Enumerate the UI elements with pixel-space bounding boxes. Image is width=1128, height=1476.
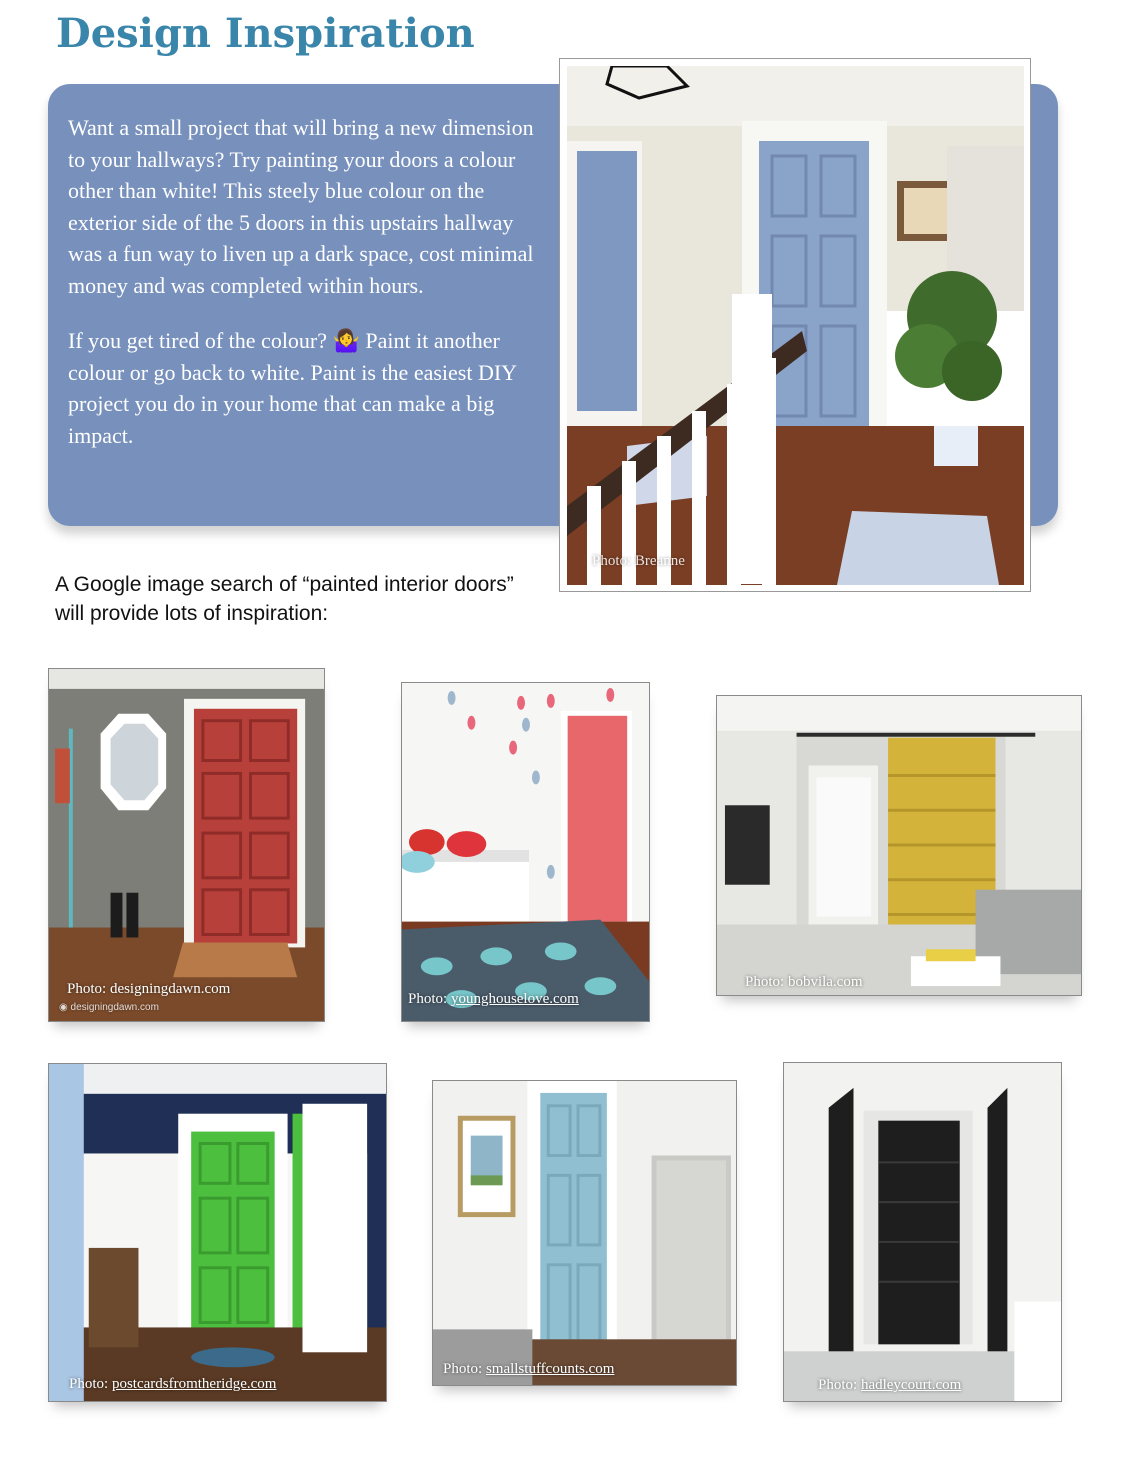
- search-caption: A Google image search of “painted interior doors” will provide lots of inspiration:: [55, 573, 514, 625]
- watermark-text: designingdawn.com: [70, 1002, 159, 1013]
- intro-text: [68, 112, 538, 475]
- page-title: Design Inspiration: [56, 10, 475, 57]
- gallery-photo-red-door: [48, 668, 325, 1022]
- gallery-photo-yellow-barn-door: [716, 695, 1082, 996]
- intro-paragraph-2-start: If you get tired of the colour?: [68, 328, 333, 353]
- gallery-credit-1: [67, 981, 230, 998]
- gallery-photo-coral-door: [401, 682, 650, 1022]
- gallery-photo-light-blue-door: [432, 1080, 737, 1386]
- credit-link[interactable]: postcardsfromtheridge.com: [111, 1376, 277, 1392]
- credit-source: bobvila.com: [787, 974, 863, 990]
- watermark-logo: [59, 1002, 159, 1013]
- gallery-credit-4: [69, 1376, 276, 1393]
- intro-paragraph-2: [68, 325, 538, 451]
- credit-prefix: Photo:: [443, 1361, 486, 1377]
- credit-link[interactable]: hadleycourt.com: [860, 1377, 962, 1393]
- credit-prefix: Photo:: [67, 981, 110, 997]
- credit-link[interactable]: younghouselove.com: [450, 991, 579, 1007]
- gallery-photo-green-door: [48, 1063, 387, 1402]
- gallery-credit-3: [745, 974, 863, 991]
- watermark-circle-icon: ◉: [59, 1002, 68, 1013]
- gallery-credit-6: [818, 1377, 961, 1394]
- credit-prefix: Photo:: [69, 1376, 112, 1392]
- gallery-photo-black-door: [783, 1062, 1062, 1402]
- gallery-credit-2: [408, 991, 579, 1008]
- gallery-credit-5: [443, 1361, 614, 1378]
- credit-link[interactable]: smallstuffcounts.com: [485, 1361, 615, 1377]
- credit-prefix: Photo:: [408, 991, 451, 1007]
- credit-prefix: Photo:: [745, 974, 788, 990]
- credit-prefix: Photo:: [818, 1377, 861, 1393]
- credit-source: designingdawn.com: [109, 981, 231, 997]
- main-hallway-photo: [567, 66, 1024, 585]
- main-photo-credit: Photo: Breanne: [592, 553, 685, 569]
- shrug-emoji-icon: 🤷‍♀️: [332, 328, 360, 353]
- intro-paragraph-2-end: Paint it another colour or go back to white. Paint is the easiest DIY project you do in your home that can make a big impact.: [68, 328, 517, 448]
- intro-paragraph-1: Want a small project that will bring a new dimension to your hallways? Try painting your doors a colour other than white! This steely blue colour on the exterior side of the 5 doors in this upstairs hallway was a fun way to liven up a dark space, cost minimal money and was completed within hours.: [68, 115, 534, 298]
